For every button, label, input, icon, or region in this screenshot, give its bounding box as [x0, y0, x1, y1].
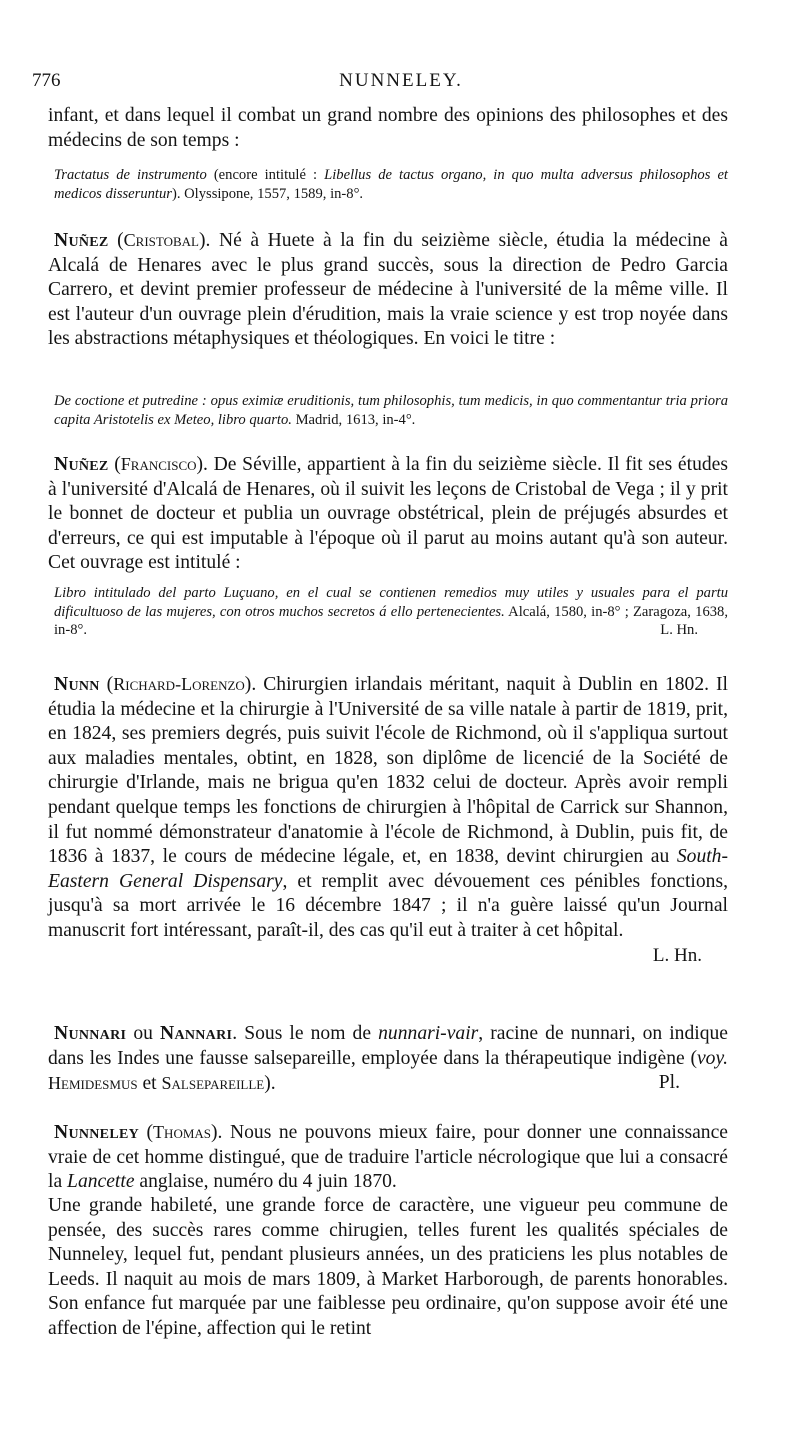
- headword: Nuñez: [54, 230, 109, 251]
- continuation-text: infant, et dans lequel il combat un grand nombre des opinions des philosophes et des médecins de son temps :: [48, 105, 728, 151]
- bib-end: Madrid, 1613, in-4°.: [291, 411, 416, 428]
- see-ref: voy.: [696, 1047, 728, 1069]
- author-signature: Pl.: [658, 1072, 680, 1094]
- page-header: [32, 70, 770, 100]
- entry-text-2: anglaise, numéro du 4 juin 1870.: [134, 1171, 397, 1193]
- continuation-paragraph: [48, 104, 728, 153]
- or-word: ou: [126, 1023, 160, 1044]
- forename: Richard-Lorenzo: [113, 674, 245, 694]
- headword-alt: Nannari: [160, 1023, 233, 1044]
- author-signature: L. Hn.: [652, 944, 702, 966]
- bib-mid: (encore intitulé :: [206, 167, 325, 183]
- page-number: 776: [32, 70, 61, 91]
- headword: Nunn: [54, 674, 100, 695]
- entry-text-1: . Sous le nom de: [232, 1023, 379, 1044]
- bib-title-alt: Libellus de tactus organo, in quo multa adversus philosophos et medicos disseruntur: [54, 167, 728, 202]
- bib-title: Libro intitulado del parto Luçuano, en el cual se contienen remedios muy utiles y usuales para el partu dificultuoso de las mujeres, con otros muchos secretos á ello pertenecientes.: [54, 585, 728, 620]
- entry-text: Une grande habileté, une grande force de caractère, une vigueur peu commune de pensée, des succès rares comme chirugien, telles furent les qualités spéciales de Nunneley, lequel fut, pendant plusieurs années, un des praticiens les plus notables de Leeds. Il naquit au mois de mars 1809, à Market Harborough, de parents honorables. Son enfance fut marquée par une faiblesse peu ordinaire, qu'on suppose avoir été une affection de l'épine, affection qui le retint: [48, 1195, 728, 1339]
- entry-nunez-cristobal-bibliography: [48, 392, 728, 429]
- headword: Nunnari: [54, 1023, 127, 1044]
- and-word: et: [137, 1073, 162, 1095]
- headword: Nunneley: [54, 1122, 140, 1143]
- entry-nunneley: Nunneley (Thomas). Nous ne pouvons mieux faire, pour donner une connaissance vraie de cet homme distingué, que de traduire l'article nécrologique que lui a consacré la Lancette anglaise, numéro du 4 juin 1870.: [48, 1122, 728, 1193]
- entry-text: Né à Huete à la fin du seizième siècle, étudia la médecine à Alcalá de Henares avec le plus grand succès, sous la direction de Pedro Garcia Carrero, et devint premier professeur de médecine à l'université de la même ville. Il est l'auteur d'un ouvrage plein d'érudition, mais la vraie science y est trop noyée dans les abstractions métaphysiques et théologiques. En voici le titre :: [48, 230, 728, 350]
- institution-name: South-Eastern General Dispensary: [48, 846, 728, 892]
- bib-title: De coctione et putredine : opus eximiæ eruditionis, tum philosophis, tum medicis, in quo commentantur tria priora capita Aristotelis ex Meteo, libro quarto.: [54, 393, 728, 428]
- entry-nunneley-paragraph-2: [48, 1194, 728, 1342]
- entry-text-2: , et remplit avec dévouement ces pénibles fonctions, jusqu'à sa mort arrivée le 16 décembre 1847 ; il n'a guère laissé qu'un Journal manuscrit fort intéressant, paraît-il, des cas qu'il eut à traiter à cet hôpital.: [48, 870, 728, 941]
- bib-title: Tractatus de instrumento: [54, 167, 207, 183]
- entry-text-2: , racine de nunnari, on indique dans les Indes une fausse salsepareille, employée dans la thérapeutique indigène (: [48, 1023, 729, 1069]
- bib-end: ). Olyssipone, 1557, 1589, in-8°.: [171, 185, 364, 202]
- continuation-bibliography: [48, 166, 728, 203]
- headword: Nuñez: [54, 454, 109, 475]
- forename: Thomas: [153, 1122, 212, 1142]
- cross-ref-2: Salsepareille: [161, 1073, 265, 1094]
- cross-ref-1: Hemidesmus: [48, 1073, 138, 1094]
- entry-nunez-cristobal: Nuñez (Cristobal). Né à Huete à la fin du seizième siècle, étudia la médecine à Alcalá de Henares avec le plus grand succès, sous la direction de Pedro Garcia Carrero, et devint premier professeur de médecine à l'université de la même ville. Il est l'auteur d'un ouvrage plein d'érudition, mais la vraie science y est trop noyée dans les abstractions métaphysiques et théologiques. En voici le titre :: [48, 230, 728, 350]
- entry-text-1: Nous ne pouvons mieux faire, pour donner une connaissance vraie de cet homme distingué, que de traduire l'article nécrologique que lui a consacré la: [48, 1122, 728, 1193]
- entry-text: De Séville, appartient à la fin du seizième siècle. Il fit ses études à l'université d'Alcalá de Henares, où il suivit les leçons de Cristobal de Vega ; il y prit le bonnet de docteur et publia un ouvrage obstétrical, plein de préjugés absurdes et d'erreurs, ce qui est imputable à l'époque où il parut au moins autant qu'à son auteur. Cet ouvrage est intitulé :: [48, 454, 728, 574]
- author-signature: L. Hn.: [660, 622, 698, 639]
- entry-nunez-francisco-bibliography: [48, 584, 728, 640]
- journal-name: Lancette: [67, 1171, 135, 1193]
- running-title: NUNNELEY.: [339, 70, 463, 91]
- forename: Francisco: [120, 454, 197, 474]
- entry-nunn: Nunn (Richard-Lorenzo). Chirurgien irlandais méritant, naquit à Dublin en 1802. Il étudia la médecine et la chirurgie à l'Université de sa ville natale à partir de 1819, prit, en 1824, ses premiers degrés, puis suivit l'école de Richmond, où il s'appliqua surtout aux maladies mentales, obtint, en 1828, son diplôme de licencié de la Société de chirurgie d'Irlande, mais ne brigua qu'en 1832 celui de docteur. Après avoir rempli pendant quelque temps les fonctions de chirurgien à l'hôpital de Carrick sur Shannon, il fut nommé démonstrateur d'anatomie à l'école de Richmond, à Dublin, puis fit, de 1836 à 1837, le cours de médecine légale, et, en 1838, devint chirurgien au South-Eastern General Dispensary, et remplit avec dévouement ces pénibles fonctions, jusqu'à sa mort arrivée le 16 décembre 1847 ; il n'a guère laissé qu'un Journal manuscrit fort intéressant, paraît-il, des cas qu'il eut à traiter à cet hôpital. L. Hn.: [48, 672, 728, 968]
- entry-text-1: Chirurgien irlandais méritant, naquit à Dublin en 1802. Il étudia la médecine et la chirurgie à l'Université de sa ville natale à partir de 1819, prit, en 1824, ses premiers degrés, puis suivit l'école de Richmond, où il s'appliqua surtout aux maladies mentales, obtint, en 1828, son diplôme de licencié de la Société de chirurgie d'Irlande, mais ne brigua qu'en 1832 celui de docteur. Après avoir rempli pendant quelque temps les fonctions de chirurgien à l'hôpital de Carrick sur Shannon, il fut nommé démonstrateur d'anatomie à l'école de Richmond, à Dublin, puis fit, de 1836 à 1837, le cours de médecine légale, et, en 1838, devint chirurgien au: [48, 674, 728, 868]
- entry-nunez-francisco: Nuñez (Francisco). De Séville, appartient à la fin du seizième siècle. Il fit ses études à l'université d'Alcalá de Henares, où il suivit les leçons de Cristobal de Vega ; il y prit le bonnet de docteur et publia un ouvrage obstétrical, plein de préjugés absurdes et d'erreurs, ce qui est imputable à l'époque où il parut au moins autant qu'à son auteur. Cet ouvrage est intitulé :: [48, 454, 728, 574]
- entry-nunnari: [48, 1022, 728, 1097]
- term: nunnari-vair: [378, 1023, 479, 1044]
- forename: Cristobal: [123, 230, 199, 250]
- close-paren: ).: [264, 1073, 276, 1095]
- bib-end: Alcalá, 1580, in-8° ; Zaragoza, 1638, in-8°.: [54, 603, 728, 639]
